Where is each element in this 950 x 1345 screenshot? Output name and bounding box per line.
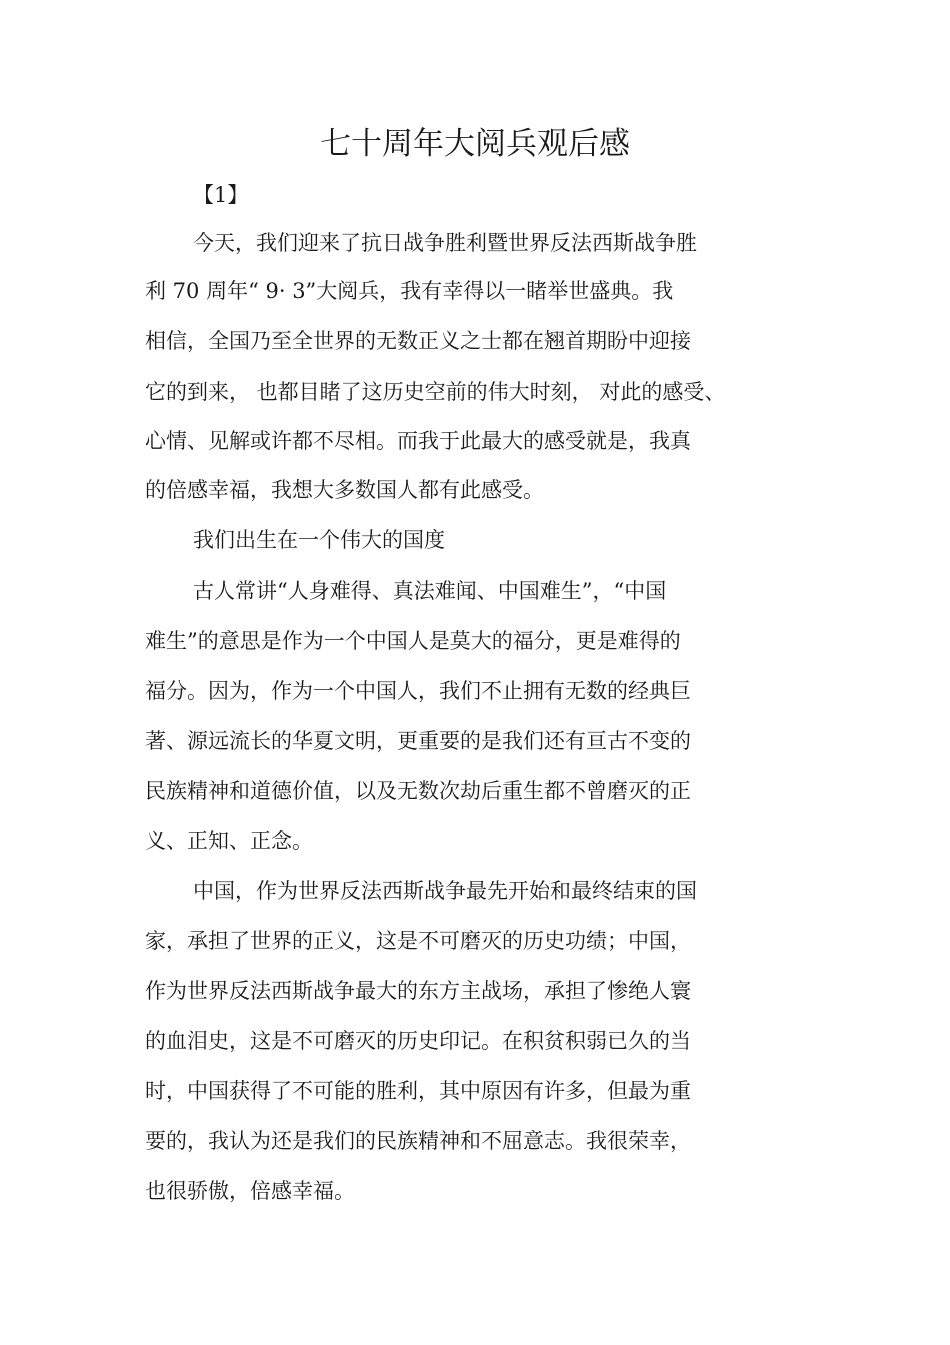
paragraph-line: 作为世界反法西斯战争最大的东方主战场，承担了惨绝人寰 xyxy=(145,979,691,1003)
paragraph-line: 的血泪史，这是不可磨灭的历史印记。在积贫积弱已久的当 xyxy=(145,1029,691,1053)
paragraph-line: 时，中国获得了不可能的胜利，其中原因有许多，但最为重 xyxy=(145,1079,691,1103)
paragraph-line: 相信，全国乃至全世界的无数正义之士都在翘首期盼中迎接 xyxy=(145,329,691,353)
paragraph-line: 的倍感幸福，我想大多数国人都有此感受。 xyxy=(145,478,544,502)
section-label: 【1】 xyxy=(193,183,249,207)
document-title: 七十周年大阅兵观后感 xyxy=(320,126,630,162)
paragraph-line: 也很骄傲，倍感幸福。 xyxy=(145,1179,355,1203)
paragraph-line: 难生”的意思是作为一个中国人是莫大的福分，更是难得的 xyxy=(145,629,681,653)
paragraph-line: 心情、见解或许都不尽相。而我于此最大的感受就是，我真 xyxy=(145,429,691,453)
paragraph-line: 利 70 周年“ 9· 3”大阅兵，我有幸得以一睹举世盛典。我 xyxy=(145,279,674,303)
paragraph-line: 今天，我们迎来了抗日战争胜利暨世界反法西斯战争胜 xyxy=(193,231,697,255)
paragraph-line: 民族精神和道德价值，以及无数次劫后重生都不曾磨灭的正 xyxy=(145,779,691,803)
paragraph-line: 要的，我认为还是我们的民族精神和不屈意志。我很荣幸， xyxy=(145,1129,691,1153)
paragraph-line: 福分。因为，作为一个中国人，我们不止拥有无数的经典巨 xyxy=(145,679,691,703)
paragraph-line: 古人常讲“人身难得、真法难闻、中国难生”，“中国 xyxy=(193,579,667,603)
paragraph-line: 它的到来， 也都目睹了这历史空前的伟大时刻， 对此的感受、 xyxy=(145,380,726,404)
paragraph-line: 著、源远流长的华夏文明，更重要的是我们还有亘古不变的 xyxy=(145,729,691,753)
paragraph-line: 中国，作为世界反法西斯战争最先开始和最终结束的国 xyxy=(193,879,697,903)
section-heading: 我们出生在一个伟大的国度 xyxy=(193,528,445,552)
paragraph-line: 义、正知、正念。 xyxy=(145,829,313,853)
paragraph-line: 家，承担了世界的正义，这是不可磨灭的历史功绩；中国， xyxy=(145,929,691,953)
